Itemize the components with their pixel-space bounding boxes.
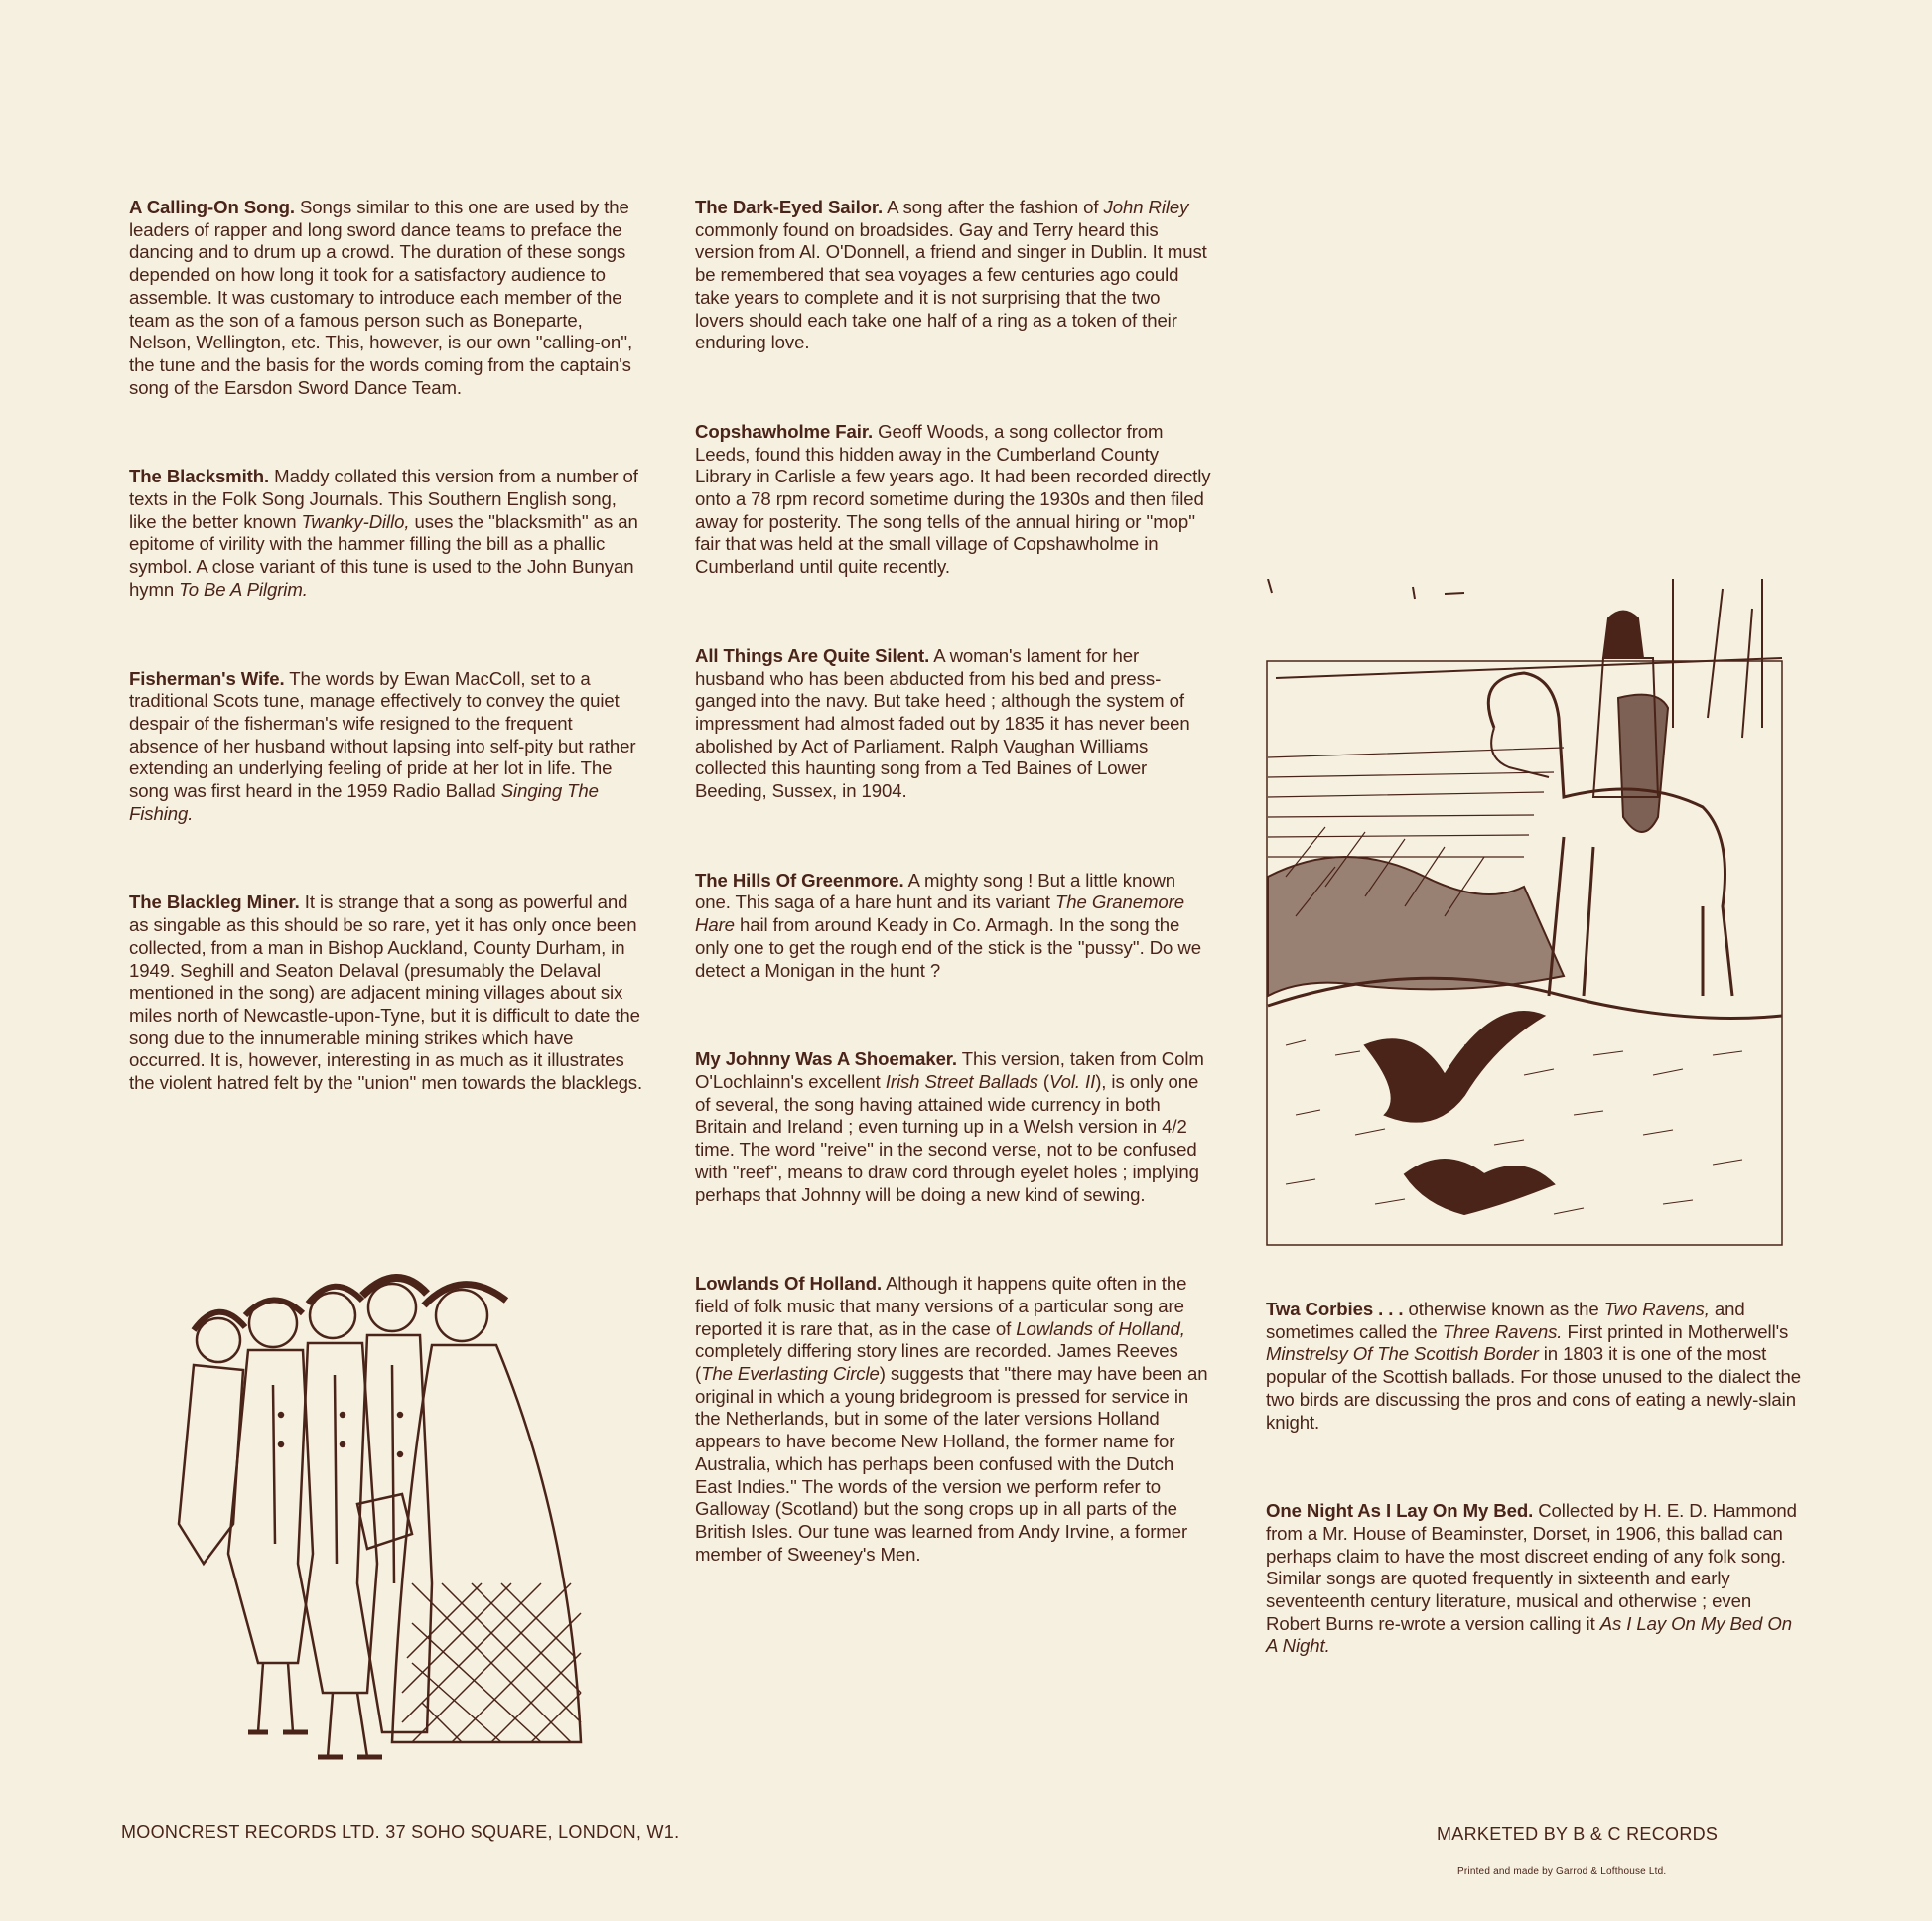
song-note <box>695 1048 1211 1206</box>
song-note <box>129 668 645 826</box>
note-text: This version, taken from Colm O'Lochlainn's excellent <box>695 1048 1204 1092</box>
italic-text: Minstrelsy Of The Scottish Border <box>1266 1343 1539 1365</box>
note-text: ) suggests that ''there may have been an original in which a young bridegroom is pressed for service in the Netherlands, but in some of the later versions Holland appears to have become New Holland, the former name for Australia, which has perhaps been confused with the Dutch East Indies.'' The words of the version we perform refer to Galloway (Scotland) but the song crops up in all parts of the British Isles. Our tune was learned from Andy Irvine, a former member of Sweeney's Men. <box>695 1363 1208 1565</box>
song-title: The Blacksmith. <box>129 466 270 487</box>
note-text: It is strange that a song as powerful and as singable as this should be so rare, yet it has only once been collected, from a man in Bishop Auckland, County Durham, in 1949. Seghill and Seaton Delaval (presumably the Delaval mentioned in the song) are adjacent mining villages about six miles north of Newcastle-upon-Tyne, but it is difficult to date the song due to the innumerable mining strikes which have occurred. It is, however, interesting in as much as it illustrates the violent hatred felt by the ''union'' men towards the blacklegs. <box>129 892 643 1094</box>
song-note <box>1266 1500 1802 1658</box>
note-text: A song after the fashion of <box>883 197 1104 217</box>
note-text: ( <box>1037 1070 1050 1092</box>
crowd-illustration <box>164 1266 611 1767</box>
column-left <box>129 197 645 1162</box>
note-text: Songs similar to this one are used by the leaders of rapper and long sword dance teams to preface the dancing and to drum up a crowd. The duration of these songs depended on how long it took for a satisfactory audience to assemble. It was customary to introduce each member of the team as the son of a famous person such as Boneparte, Nelson, Wellington, etc. This, however, is our own ''calling-on'', the tune and the basis for the words coming from the captain's song of the Earsdon Sword Dance Team. <box>129 197 633 398</box>
song-title: One Night As I Lay On My Bed. <box>1266 1500 1534 1522</box>
italic-text: The Granemore Hare <box>695 892 1184 936</box>
song-note <box>695 645 1211 803</box>
note-text: in 1803 it is one of the most popular of the Scottish ballads. For those unused to the dialect the two birds are discussing the pros and cons of eating a newly-slain knight. <box>1266 1343 1801 1433</box>
note-text: Collected by H. E. D. Hammond from a Mr. House of Beaminster, Dorset, in 1906, this ballad can perhaps claim to have the most discreet ending of any folk song. Similar songs are quoted frequently in sixteenth and early seventeenth century literature, musical and otherwise ; even Robert Burns re-wrote a version calling it <box>1266 1500 1797 1634</box>
italic-text: Twanky-Dillo, <box>301 510 410 532</box>
italic-text: As I Lay On My Bed On A Night. <box>1266 1612 1792 1657</box>
note-text: Geoff Woods, a song collector from Leeds, found this hidden away in the Cumberland County Library in Carlisle a few years ago. It had been recorded directly onto a 78 rpm record sometime during the 1930s and then filed away for posterity. The song tells of the annual hiring or ''mop'' fair that was held at the small village of Copshawholme in Cumberland until quite recently. <box>695 420 1211 578</box>
column-middle <box>695 197 1211 1632</box>
note-text: completely differing story lines are recorded. James Reeves ( <box>695 1340 1178 1385</box>
italic-text: Irish Street Ballads <box>885 1070 1038 1092</box>
song-title: The Blackleg Miner. <box>129 892 300 913</box>
italic-text: Vol. II <box>1049 1070 1096 1092</box>
printer-credit: Printed and made by Garrod & Lofthouse Ltd. <box>1457 1866 1667 1877</box>
italic-text: To Be A Pilgrim. <box>179 578 308 600</box>
note-text: and sometimes called the <box>1266 1299 1745 1342</box>
song-note <box>1266 1299 1802 1434</box>
song-note <box>695 197 1211 354</box>
song-title: A Calling-On Song. <box>129 197 295 217</box>
song-title: The Hills Of Greenmore. <box>695 869 904 891</box>
note-text: The words by Ewan MacColl, set to a traditional Scots tune, manage effectively to convey the quiet despair of the fisherman's wife resigned to the frequent absence of her husband without lapsing into self-pity but rather extending an underlying feeling of pride at her lot in life. The song was first heard in the 1959 Radio Ballad <box>129 667 636 802</box>
note-text: otherwise known as the <box>1403 1299 1604 1319</box>
italic-text: Lowlands of Holland, <box>1016 1317 1185 1339</box>
song-note <box>695 870 1211 983</box>
italic-text: Three Ravens. <box>1442 1320 1563 1342</box>
song-note <box>695 421 1211 579</box>
song-note <box>129 892 645 1094</box>
note-text: First printed in Motherwell's <box>1562 1320 1789 1342</box>
song-note <box>129 197 645 399</box>
song-title: Fisherman's Wife. <box>129 667 285 689</box>
note-text: uses the ''blacksmith'' as an epitome of virility with the hammer filling the bill as a phallic symbol. A close variant of this tune is used to the John Bunyan hymn <box>129 510 638 600</box>
publisher-address: MOONCREST RECORDS LTD. 37 SOHO SQUARE, LONDON, W1. <box>121 1822 680 1842</box>
song-title: My Johnny Was A Shoemaker. <box>695 1048 957 1070</box>
note-text: Although it happens quite often in the field of folk music that many versions of a particular song are reported it is rare that, as in the case of <box>695 1273 1187 1339</box>
song-note <box>695 1273 1211 1566</box>
note-text: hail from around Keady in Co. Armagh. In the song the only one to get the rough end of the stick is the ''pussy''. Do we detect a Monigan in the hunt ? <box>695 914 1201 981</box>
song-title: Twa Corbies . . . <box>1266 1299 1404 1319</box>
note-text: A woman's lament for her husband who has been abducted from his bed and press-ganged into the navy. But take heed ; although the system of impressment had almost faded out by 1835 it has never been abolished by Act of Parliament. Ralph Vaughan Williams collected this haunting song from a Ted Baines of Lower Beeding, Sussex, in 1904. <box>695 644 1190 802</box>
column-right <box>1266 1299 1802 1724</box>
italic-text: John Riley <box>1103 197 1189 217</box>
song-note <box>129 466 645 601</box>
italic-text: Two Ravens, <box>1603 1299 1710 1319</box>
italic-text: The Everlasting Circle <box>701 1363 880 1385</box>
note-text: A mighty song ! But a little known one. This saga of a hare hunt and its variant <box>695 869 1176 913</box>
italic-text: Singing The Fishing. <box>129 780 599 824</box>
note-text: ), is only one of several, the song having attained wide currency in both Britain and Ireland ; even turning up in a Welsh version in 4/2 time. The word ''reive'' in the second verse, not to be confused with ''reef'', means to draw cord through eyelet holes ; implying perhaps that Johnny will be doing a new kind of sewing. <box>695 1070 1199 1205</box>
song-title: Lowlands Of Holland. <box>695 1273 883 1295</box>
song-title: All Things Are Quite Silent. <box>695 644 930 666</box>
song-title: The Dark-Eyed Sailor. <box>695 197 884 217</box>
song-title: Copshawholme Fair. <box>695 420 874 442</box>
note-text: commonly found on broadsides. Gay and Terry heard this version from Al. O'Donnell, a friend and singer in Dublin. It must be remembered that sea voyages a few centuries ago could take years to complete and it is not surprising that the two lovers should each take one half of a ring as a token of their enduring love. <box>695 218 1207 353</box>
note-text: Maddy collated this version from a number of texts in the Folk Song Journals. This Southern English song, like the better known <box>129 466 638 532</box>
knight-ravens-illustration <box>1266 579 1783 1246</box>
marketed-by: MARKETED BY B & C RECORDS <box>1437 1824 1719 1844</box>
